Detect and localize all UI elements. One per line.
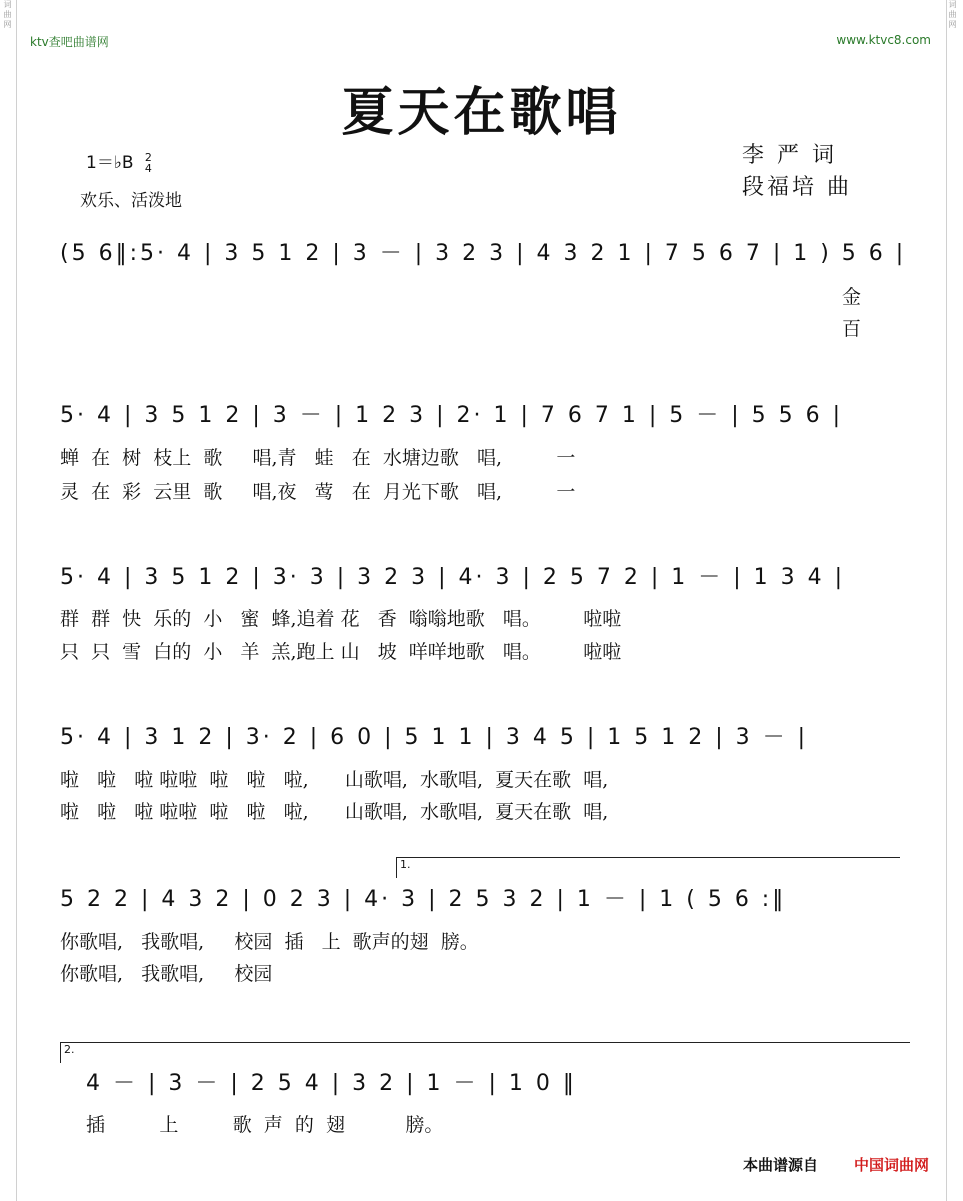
time-signature-bottom: 4 [144,162,152,175]
score-line-4-lyric-1: 啦 啦 啦 啦啦 啦 啦 啦, 山歌唱, 水歌唱, 夏天在歌 唱, [60,769,609,791]
composer-credit: 段福培 曲 [742,175,852,200]
header-site-left[interactable]: ktv查吧曲谱网 [30,35,109,49]
score-line-6-lyric-1: 插 上 歌 声 的 翅 膀。 [86,1114,444,1136]
score-line-1-notes: (5 6‖:5· 4 | 3 5 1 2 | 3 － | 3 2 3 | 4 3 2 1 | 7 5 6 7 | 1 ) 5 6 | [60,241,907,266]
score-line-6-notes: 4 － | 3 － | 2 5 4 | 3 2 | 1 － | 1 0 ‖ [86,1071,577,1096]
time-signature [145,152,152,174]
score-line-4-lyric-2: 啦 啦 啦 啦啦 啦 啦 啦, 山歌唱, 水歌唱, 夏天在歌 唱, [60,801,609,823]
left-watermark-strip [2,0,16,1201]
time-signature-top: 2 [144,151,152,164]
header-site-right[interactable]: www.ktvc8.com [836,33,931,47]
first-ending-bracket: 1. [396,857,900,878]
score-line-4-notes: 5· 4 | 3 1 2 | 3· 2 | 6 0 | 5 1 1 | 3 4 5 | 1 5 1 2 | 3 － | [60,725,809,750]
footer-site-link[interactable]: 中国词曲网 [853,1156,929,1174]
score-line-2-notes: 5· 4 | 3 5 1 2 | 3 － | 1 2 3 | 2· 1 | 7 6 7 1 | 5 － | 5 5 6 | [60,403,844,428]
right-watermark-strip [947,0,961,1201]
second-ending-bracket: 2. [60,1042,910,1063]
footer-source-label: 本曲谱源自 [742,1156,818,1174]
right-border-line [946,0,947,1201]
score-line-3-lyric-2: 只 只 雪 白的 小 羊 羔,跑上 山 坡 咩咩地歌 唱。 啦啦 [60,641,622,663]
lyricist-credit: 李 严 词 [742,143,837,168]
side-watermark-text: 词曲网 [948,0,957,30]
score-line-1-lyric-1: 金 [842,286,862,308]
score-line-5-lyric-2: 你歌唱, 我歌唱, 校园 [60,963,273,985]
score-line-1-lyric-2: 百 [842,318,862,340]
side-watermark-text: 词曲网 [3,0,12,30]
left-border-line [16,0,17,1201]
score-line-3-lyric-1: 群 群 快 乐的 小 蜜 蜂,追着 花 香 嗡嗡地歌 唱。 啦啦 [60,608,622,630]
song-title: 夏天在歌唱 [341,83,622,143]
score-line-2-lyric-2: 灵 在 彩 云里 歌 唱,夜 莺 在 月光下歌 唱, 一 [60,481,576,503]
score-line-5-notes: 5 2 2 | 4 3 2 | 0 2 3 | 4· 3 | 2 5 3 2 | 1 － | 1 ( 5 6 :‖ [60,887,787,912]
score-line-2-lyric-1: 蝉 在 树 枝上 歌 唱,青 蛙 在 水塘边歌 唱, 一 [60,447,576,469]
score-line-5-lyric-1: 你歌唱, 我歌唱, 校园 插 上 歌声的翅 膀。 [60,931,479,953]
key-signature [86,148,152,174]
tempo-marking: 欢乐、活泼地 [80,191,182,211]
score-line-3-notes: 5· 4 | 3 5 1 2 | 3· 3 | 3 2 3 | 4· 3 | 2 5 7 2 | 1 － | 1 3 4 | [60,565,846,590]
key-text: 1＝♭B [86,153,134,173]
